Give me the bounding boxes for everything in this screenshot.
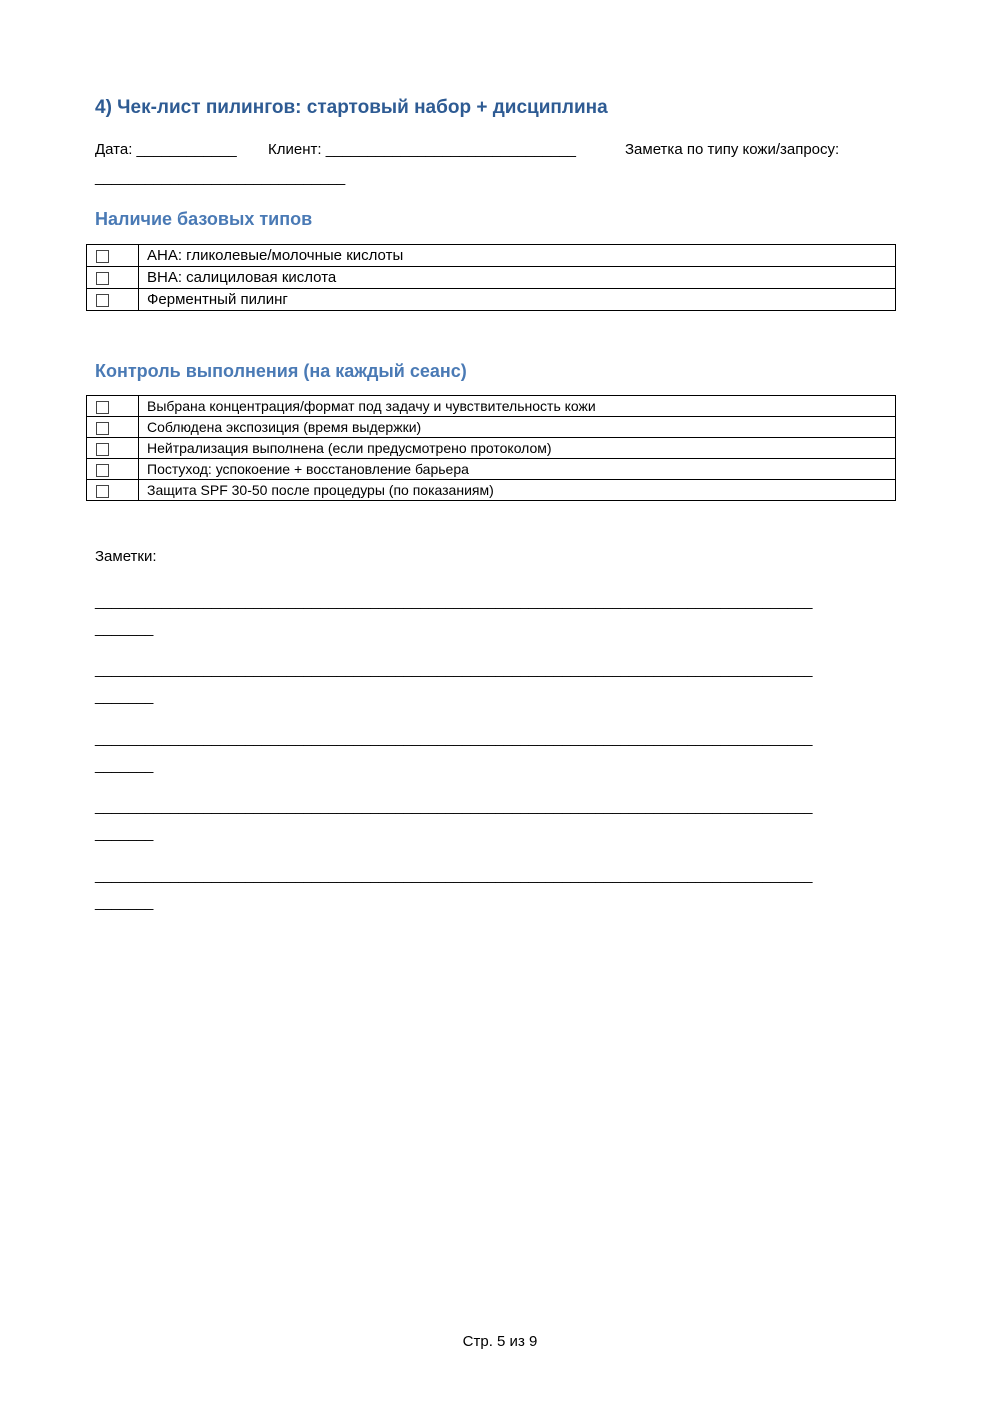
- session-control-table: [86, 395, 896, 501]
- checklist-item-label: Выбрана концентрация/формат под задачу и чувствительность кожи: [139, 396, 896, 417]
- table-row: [87, 396, 896, 417]
- date-field[interactable]: Дата: ____________: [95, 141, 237, 158]
- checklist-item-label: BHA: салициловая кислота: [139, 267, 896, 289]
- page-number: Стр. 5 из 9: [462, 1333, 538, 1350]
- checklist-item-label: Нейтрализация выполнена (если предусмотрено протоколом): [139, 438, 896, 459]
- checkbox[interactable]: [96, 401, 109, 414]
- notes-line-end[interactable]: _______: [95, 825, 154, 842]
- skin-note-label: Заметка по типу кожи/запросу:: [625, 141, 840, 158]
- table-row: [87, 417, 896, 438]
- checkbox[interactable]: [96, 250, 109, 263]
- notes-line-end[interactable]: _______: [95, 620, 154, 637]
- table-row: [87, 245, 896, 267]
- base-types-table: [86, 244, 896, 311]
- checkbox[interactable]: [96, 485, 109, 498]
- notes-line[interactable]: ______________________________________________________________________________________: [95, 593, 813, 610]
- checkbox[interactable]: [96, 294, 109, 307]
- skin-note-field[interactable]: ______________________________: [95, 169, 346, 186]
- table-row: [87, 438, 896, 459]
- checkbox[interactable]: [96, 272, 109, 285]
- notes-line[interactable]: ______________________________________________________________________________________: [95, 798, 813, 815]
- client-field[interactable]: Клиент: ______________________________: [268, 141, 576, 158]
- checkbox[interactable]: [96, 422, 109, 435]
- checklist-item-label: AHA: гликолевые/молочные кислоты: [139, 245, 896, 267]
- page-title: 4) Чек-лист пилингов: стартовый набор + дисциплина: [95, 97, 608, 118]
- checklist-item-label: Постуход: успокоение + восстановление барьера: [139, 459, 896, 480]
- checklist-item-label: Ферментный пилинг: [139, 289, 896, 311]
- notes-line[interactable]: ______________________________________________________________________________________: [95, 867, 813, 884]
- table-row: [87, 480, 896, 501]
- notes-line-end[interactable]: _______: [95, 757, 154, 774]
- checkbox[interactable]: [96, 464, 109, 477]
- section-heading-base-types: Наличие базовых типов: [95, 209, 313, 229]
- checkbox[interactable]: [96, 443, 109, 456]
- checklist-item-label: Соблюдена экспозиция (время выдержки): [139, 417, 896, 438]
- table-row: [87, 459, 896, 480]
- notes-line[interactable]: ______________________________________________________________________________________: [95, 661, 813, 678]
- section-heading-session-control: Контроль выполнения (на каждый сеанс): [95, 361, 467, 381]
- checklist-item-label: Защита SPF 30-50 после процедуры (по показаниям): [139, 480, 896, 501]
- table-row: [87, 267, 896, 289]
- notes-line-end[interactable]: _______: [95, 688, 154, 705]
- notes-line[interactable]: ______________________________________________________________________________________: [95, 730, 813, 747]
- notes-label: Заметки:: [95, 548, 157, 565]
- notes-line-end[interactable]: _______: [95, 894, 154, 911]
- table-row: [87, 289, 896, 311]
